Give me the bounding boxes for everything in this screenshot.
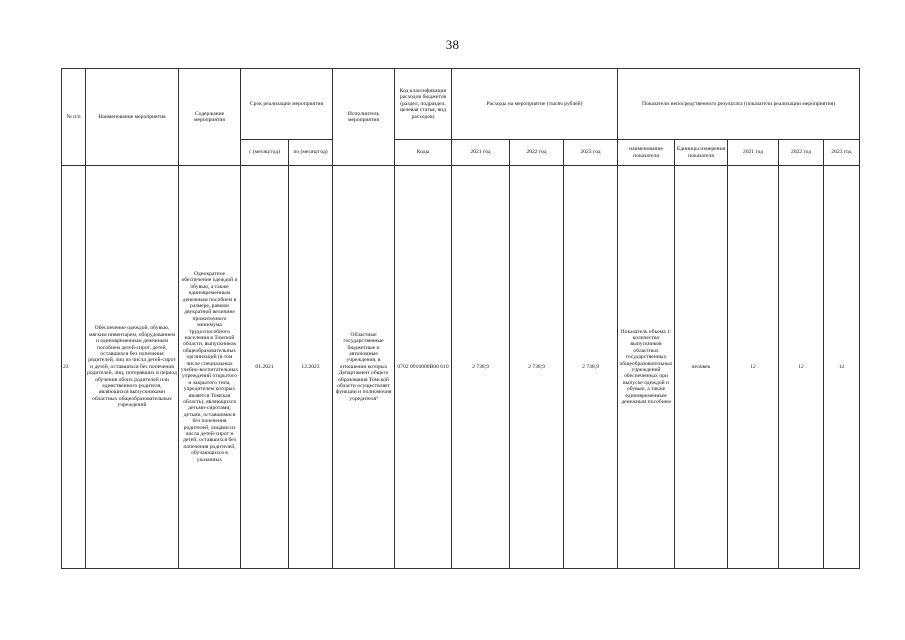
header-expenses: Расходы на мероприятие (тысяч рублей) — [452, 69, 618, 140]
header-exp-2021: 2021 год — [452, 140, 510, 166]
table-row — [62, 166, 860, 569]
header-indicators: Показатели непосредственного результата (показатели реализации мероприятия) — [618, 69, 860, 140]
header-budget-code: Код классификации расходов бюджетов (раздел, подраздел, целевая статья, вид расходов) — [395, 69, 452, 140]
cell-ind-2021: 12 — [728, 166, 779, 569]
header-period-from: с (месяц/год) — [241, 140, 289, 166]
cell-period-to: 12.2023 — [289, 166, 333, 569]
indicator-name-text: Показатель объема 1: количество выпускников областных государственных общеобразовательных учреждений обеспеченных при выпуске одеждой и обувью, а также единовременным денежным пособием — [619, 328, 673, 406]
header-indicator-name: наименование показателя — [618, 140, 675, 166]
cell-ind-2023: 12 — [824, 166, 860, 569]
cell-exp-2023: 2 738,9 — [564, 166, 618, 569]
header-budget-codes-sub: Коды — [395, 140, 452, 166]
cell-exp-2022: 2 738,9 — [510, 166, 564, 569]
header-exp-2022: 2022 год — [510, 140, 564, 166]
activity-table — [61, 68, 860, 569]
header-unit: Единицы измерения показателя — [675, 140, 728, 166]
cell-event-name — [86, 166, 179, 569]
page-number: 38 — [445, 37, 460, 52]
cell-period-from: 01.2021 — [241, 166, 289, 569]
cell-indicator-name — [618, 166, 675, 569]
cell-num: 23 — [62, 166, 86, 569]
cell-ind-2022: 12 — [779, 166, 824, 569]
header-num: № п/п — [62, 69, 86, 166]
header-event-name: Наименование мероприятия — [86, 69, 179, 166]
event-content-text: Однократное обеспечение одеждой и обувью, а также единовременным денежным пособием в размере, равном двукратной величине прожиточного минимума трудоспособного населения в Томской области, выпускников общеобразовательных организаций (в том числе специальных учебно-воспитательных учреждений открытого и закрытого типа, учредителем которых является Томская область), являющихся детьми-сиротами, детьми, оставшимися без попечения родителей, лицами из числа детей-сирот и детей, оставшихся без попечения родителей, обучающихся в указанных — [180, 270, 239, 463]
header-period: Срок реализации мероприятия — [241, 69, 333, 140]
cell-executor — [333, 166, 395, 569]
header-executor: Исполнитель мероприятия — [333, 69, 395, 166]
header-event-content: Содержание мероприятия — [179, 69, 241, 166]
executor-text: Областные государственные бюджетные и автономные учреждения, в отношении которых Департамент общего образования Томской области осуществляет функции и полномочия учредителя³ — [335, 331, 392, 402]
cell-exp-2021: 2 738,9 — [452, 166, 510, 569]
event-name-text: Обеспечение одеждой, обувью, мягким инвентарем, оборудованием и единовременным денежным пособием детей-сирот, детей, оставшихся без попечения родителей, лиц из числа детей-сирот и детей, оставшихся без попечения родителей, лиц, потерявших в период обучения обоих родителей или единственного родителя, являющихся выпускниками областных общеобразовательных учреждений — [87, 325, 177, 409]
header-period-to: по (месяц/год) — [289, 140, 333, 166]
header-ind-2022: 2022 год — [779, 140, 824, 166]
cell-event-content — [179, 166, 241, 569]
cell-budget-code: 0702 0916000В00 610 — [395, 166, 452, 569]
header-ind-2021: 2021 год — [728, 140, 779, 166]
header-exp-2023: 2023 год — [564, 140, 618, 166]
header-row-1 — [62, 69, 860, 140]
cell-unit: человек — [675, 166, 728, 569]
header-ind-2023: 2023 год — [824, 140, 860, 166]
